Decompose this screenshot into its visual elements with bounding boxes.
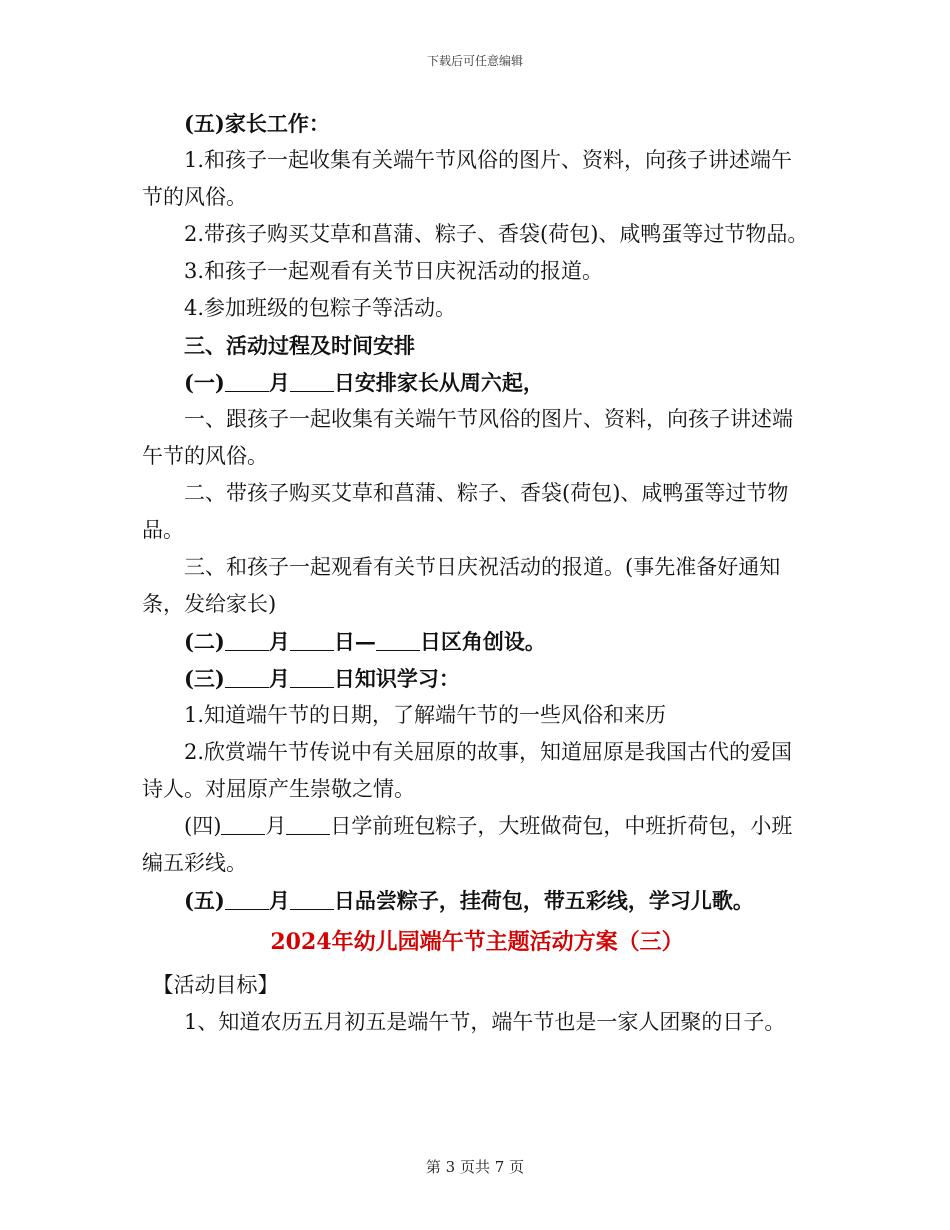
goal-heading: 【活动目标】 — [152, 973, 279, 997]
schedule-line-3 — [142, 660, 812, 697]
schedule-text: 日知识学习： — [333, 666, 460, 691]
section-heading-parent-work: (五)家长工作： — [184, 111, 330, 136]
date-blank — [290, 887, 334, 910]
month-label: 月 — [265, 814, 287, 838]
list-item: 1.和孩子一起收集有关端午节风俗的图片、资料，向孩子讲述端午节的风俗。 — [142, 148, 793, 209]
date-blank — [221, 812, 265, 835]
date-blank — [290, 628, 334, 651]
month-label: 月 — [268, 370, 290, 395]
month-label: 月 — [268, 629, 290, 654]
date-blank — [225, 665, 269, 688]
goal-item: 1、知道农历五月初五是端午节，端午节也是一家人团聚的日子。 — [184, 1010, 786, 1034]
date-blank — [290, 369, 334, 392]
schedule-line-5 — [142, 882, 812, 919]
section-heading-activity-process: 三、活动过程及时间安排 — [184, 333, 415, 358]
schedule-prefix: (二) — [184, 629, 225, 654]
list-item: 1.知道端午节的日期，了解端午节的一些风俗和来历 — [184, 703, 667, 727]
schedule-text: 日品尝粽子，挂荷包，带五彩线，学习儿歌。 — [333, 888, 754, 913]
date-blank — [225, 369, 269, 392]
schedule-prefix: (三) — [184, 666, 225, 691]
list-item: 二、带孩子购买艾草和菖蒲、粽子、香袋(荷包)、咸鸭蛋等过节物品。 — [142, 481, 789, 542]
page-footer: 第 3 页共 7 页 — [425, 1158, 525, 1176]
month-label: 月 — [268, 666, 290, 691]
page-header: 下载后可任意编辑 — [426, 54, 523, 68]
plan-title: 2024年幼儿园端午节主题活动方案（三） — [270, 929, 684, 955]
schedule-prefix: (四) — [184, 814, 222, 838]
schedule-line-4 — [142, 808, 812, 882]
document-body — [142, 105, 812, 1041]
schedule-prefix: (五) — [184, 888, 225, 913]
date-blank — [225, 628, 269, 651]
list-item: 2.带孩子购买艾草和菖蒲、粽子、香袋(荷包)、咸鸭蛋等过节物品。 — [184, 222, 809, 246]
schedule-line-1 — [142, 364, 812, 401]
date-blank — [290, 665, 334, 688]
list-item: 一、跟孩子一起收集有关端午节风俗的图片、资料，向孩子讲述端午节的风俗。 — [142, 407, 793, 468]
schedule-text: 日学前班包粽子，大班做荷包，中班折荷包，小班编五彩线。 — [142, 814, 793, 875]
schedule-prefix: (一) — [184, 370, 225, 395]
date-blank — [286, 812, 330, 835]
list-item: 三、和孩子一起观看有关节日庆祝活动的报道。(事先准备好通知条，发给家长) — [142, 555, 781, 616]
schedule-text: 日安排家长从周六起， — [333, 370, 544, 395]
schedule-line-2 — [142, 623, 812, 660]
list-item: 2.欣赏端午节传说中有关屈原的故事，知道屈原是我国古代的爱国诗人。对屈原产生崇敬之情。 — [142, 740, 793, 801]
date-blank — [225, 887, 269, 910]
month-label: 月 — [268, 888, 290, 913]
list-item: 4.参加班级的包粽子等活动。 — [184, 296, 457, 320]
list-item: 3.和孩子一起观看有关节日庆祝活动的报道。 — [184, 259, 604, 283]
schedule-text: 日区角创设。 — [419, 629, 546, 654]
day-dash-label: 日— — [333, 629, 376, 654]
date-blank — [376, 628, 420, 651]
